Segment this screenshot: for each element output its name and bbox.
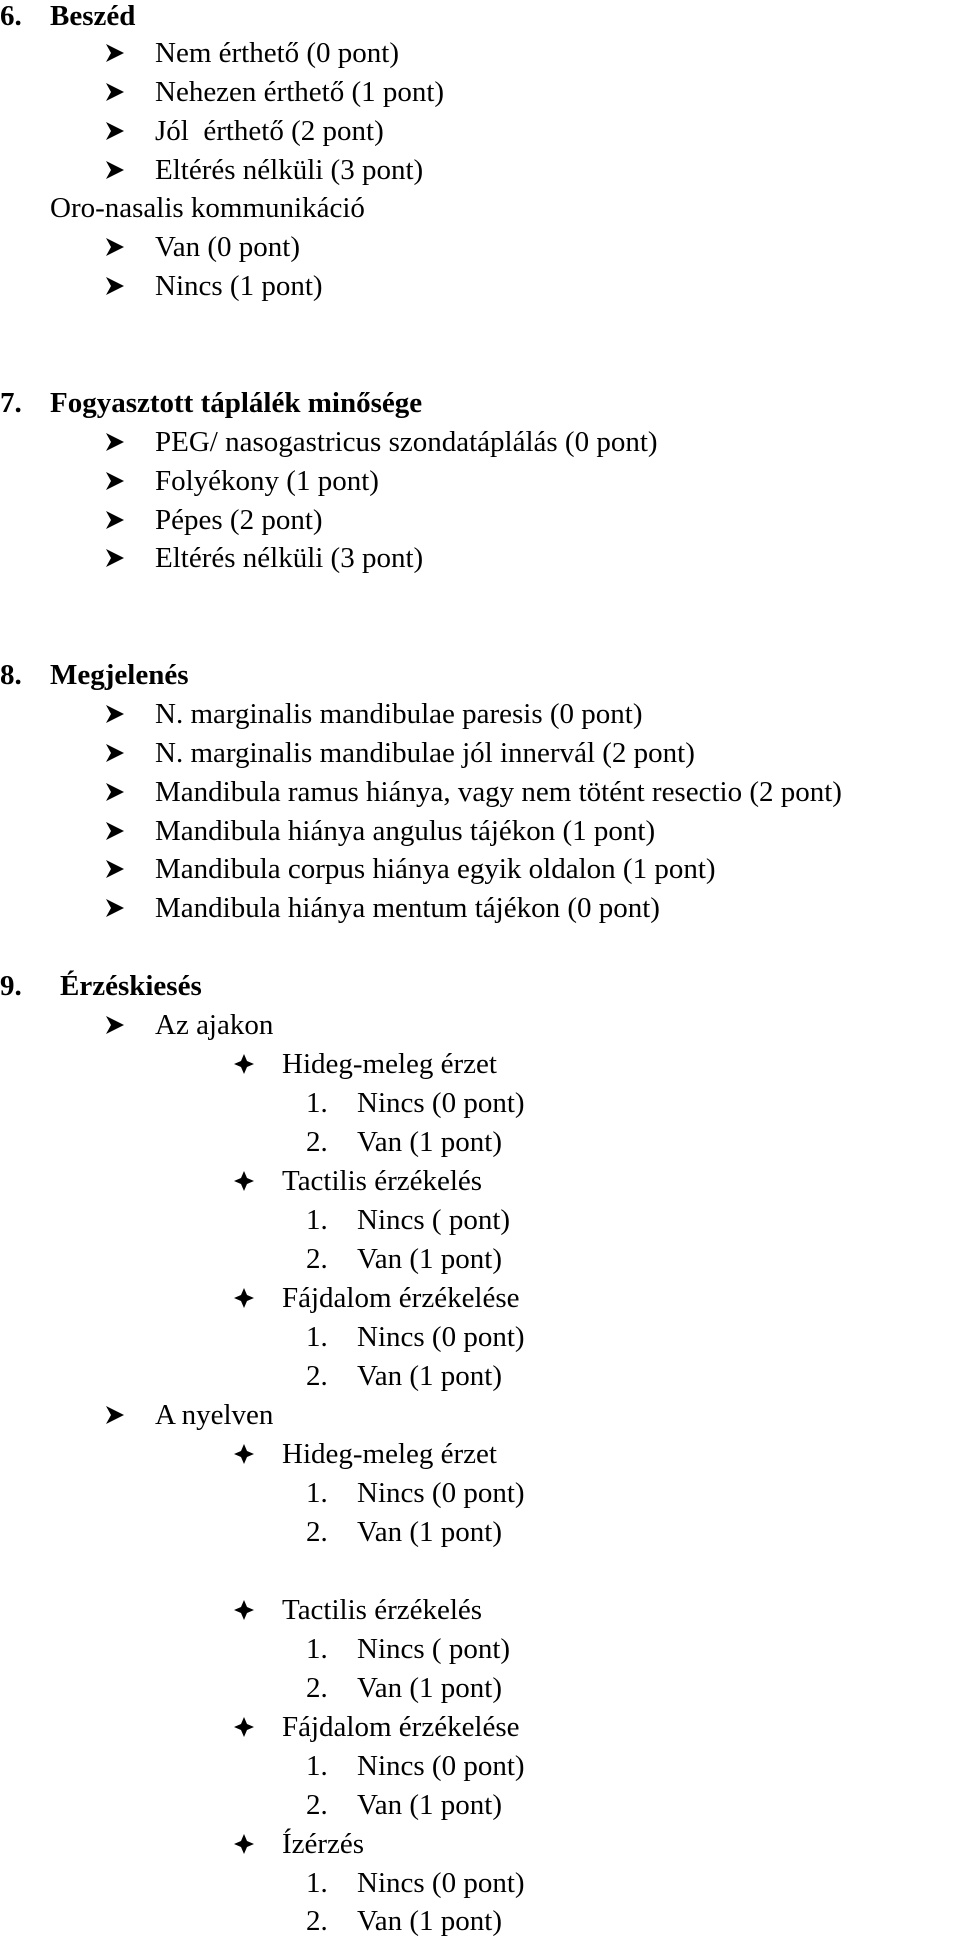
list-item-text: Pépes (2 pont)	[155, 504, 323, 536]
subheading-text: Oro-nasalis kommunikáció	[50, 192, 365, 224]
arrow-bullet-icon	[104, 781, 126, 803]
arrow-bullet-icon	[104, 236, 126, 258]
arrow-bullet-icon	[104, 470, 126, 492]
option-number: 2.	[306, 1905, 328, 1937]
section-title: Érzéskiesés	[60, 970, 202, 1002]
option-number: 2.	[306, 1243, 328, 1275]
arrow-bullet-icon	[104, 742, 126, 764]
list-item-text: Mandibula hiánya angulus tájékon (1 pont)	[155, 815, 656, 847]
section-title: Beszéd	[50, 0, 136, 32]
list-item-text: Eltérés nélküli (3 pont)	[155, 154, 424, 186]
option-text: Van (1 pont)	[357, 1905, 502, 1937]
option-number: 2.	[306, 1126, 328, 1158]
list-item-text: Nem érthető (0 pont)	[155, 37, 400, 69]
list-item-text: Mandibula corpus hiánya egyik oldalon (1 pont)	[155, 853, 716, 885]
option-text: Nincs (0 pont)	[357, 1867, 525, 1899]
option-number: 2.	[306, 1672, 328, 1704]
sub-list-item-text: Ízérzés	[282, 1828, 365, 1860]
diamond-bullet-icon	[233, 1170, 255, 1192]
sub-list-item-text: Fájdalom érzékelése	[282, 1711, 520, 1743]
option-number: 1.	[306, 1087, 328, 1119]
sub-list-item-text: Tactilis érzékelés	[282, 1594, 483, 1626]
diamond-bullet-icon	[233, 1716, 255, 1738]
option-text: Van (1 pont)	[357, 1360, 502, 1392]
option-text: Van (1 pont)	[357, 1243, 502, 1275]
list-item-text: Eltérés nélküli (3 pont)	[155, 542, 424, 574]
list-item-text: Van (0 pont)	[155, 231, 300, 263]
arrow-bullet-icon	[104, 820, 126, 842]
option-number: 2.	[306, 1360, 328, 1392]
section-title: Fogyasztott táplálék minősége	[50, 387, 423, 419]
option-text: Nincs ( pont)	[357, 1204, 511, 1236]
option-number: 1.	[306, 1204, 328, 1236]
option-number: 1.	[306, 1750, 328, 1782]
arrow-bullet-icon	[104, 1014, 126, 1036]
diamond-bullet-icon	[233, 1053, 255, 1075]
list-item-text: Nehezen érthető (1 pont)	[155, 76, 445, 108]
list-item-text: Nincs (1 pont)	[155, 270, 323, 302]
diamond-bullet-icon	[233, 1599, 255, 1621]
diamond-bullet-icon	[233, 1287, 255, 1309]
arrow-bullet-icon	[104, 275, 126, 297]
option-text: Van (1 pont)	[357, 1516, 502, 1548]
section-title: Megjelenés	[50, 659, 189, 691]
option-number: 1.	[306, 1633, 328, 1665]
option-text: Nincs (0 pont)	[357, 1321, 525, 1353]
diamond-bullet-icon	[233, 1443, 255, 1465]
arrow-bullet-icon	[104, 897, 126, 919]
diamond-bullet-icon	[233, 1833, 255, 1855]
option-number: 1.	[306, 1321, 328, 1353]
arrow-bullet-icon	[104, 81, 126, 103]
list-item-text: Jól érthető (2 pont)	[155, 115, 384, 147]
list-item-text: PEG/ nasogastricus szondatáplálás (0 pont)	[155, 426, 658, 458]
option-number: 1.	[306, 1477, 328, 1509]
arrow-bullet-icon	[104, 42, 126, 64]
option-number: 2.	[306, 1516, 328, 1548]
arrow-bullet-icon	[104, 703, 126, 725]
option-text: Van (1 pont)	[357, 1672, 502, 1704]
option-text: Nincs (0 pont)	[357, 1087, 525, 1119]
list-item-text: Az ajakon	[155, 1009, 274, 1041]
option-text: Van (1 pont)	[357, 1126, 502, 1158]
section-number: 8.	[0, 659, 22, 691]
arrow-bullet-icon	[104, 159, 126, 181]
option-text: Nincs (0 pont)	[357, 1750, 525, 1782]
arrow-bullet-icon	[104, 509, 126, 531]
section-number: 9.	[0, 970, 22, 1002]
sub-list-item-text: Hideg-meleg érzet	[282, 1438, 497, 1470]
list-item-text: Folyékony (1 pont)	[155, 465, 379, 497]
option-number: 2.	[306, 1789, 328, 1821]
list-item-text: A nyelven	[155, 1399, 274, 1431]
arrow-bullet-icon	[104, 120, 126, 142]
section-number: 6.	[0, 0, 22, 32]
sub-list-item-text: Tactilis érzékelés	[282, 1165, 483, 1197]
option-number: 1.	[306, 1867, 328, 1899]
list-item-text: Mandibula ramus hiánya, vagy nem tötént resectio (2 pont)	[155, 776, 842, 808]
sub-list-item-text: Hideg-meleg érzet	[282, 1048, 497, 1080]
arrow-bullet-icon	[104, 1404, 126, 1426]
option-text: Nincs (0 pont)	[357, 1477, 525, 1509]
list-item-text: N. marginalis mandibulae paresis (0 pont)	[155, 698, 643, 730]
section-number: 7.	[0, 387, 22, 419]
option-text: Van (1 pont)	[357, 1789, 502, 1821]
arrow-bullet-icon	[104, 431, 126, 453]
list-item-text: N. marginalis mandibulae jól innervál (2 pont)	[155, 737, 695, 769]
arrow-bullet-icon	[104, 547, 126, 569]
arrow-bullet-icon	[104, 858, 126, 880]
list-item-text: Mandibula hiánya mentum tájékon (0 pont)	[155, 892, 660, 924]
option-text: Nincs ( pont)	[357, 1633, 511, 1665]
sub-list-item-text: Fájdalom érzékelése	[282, 1282, 520, 1314]
